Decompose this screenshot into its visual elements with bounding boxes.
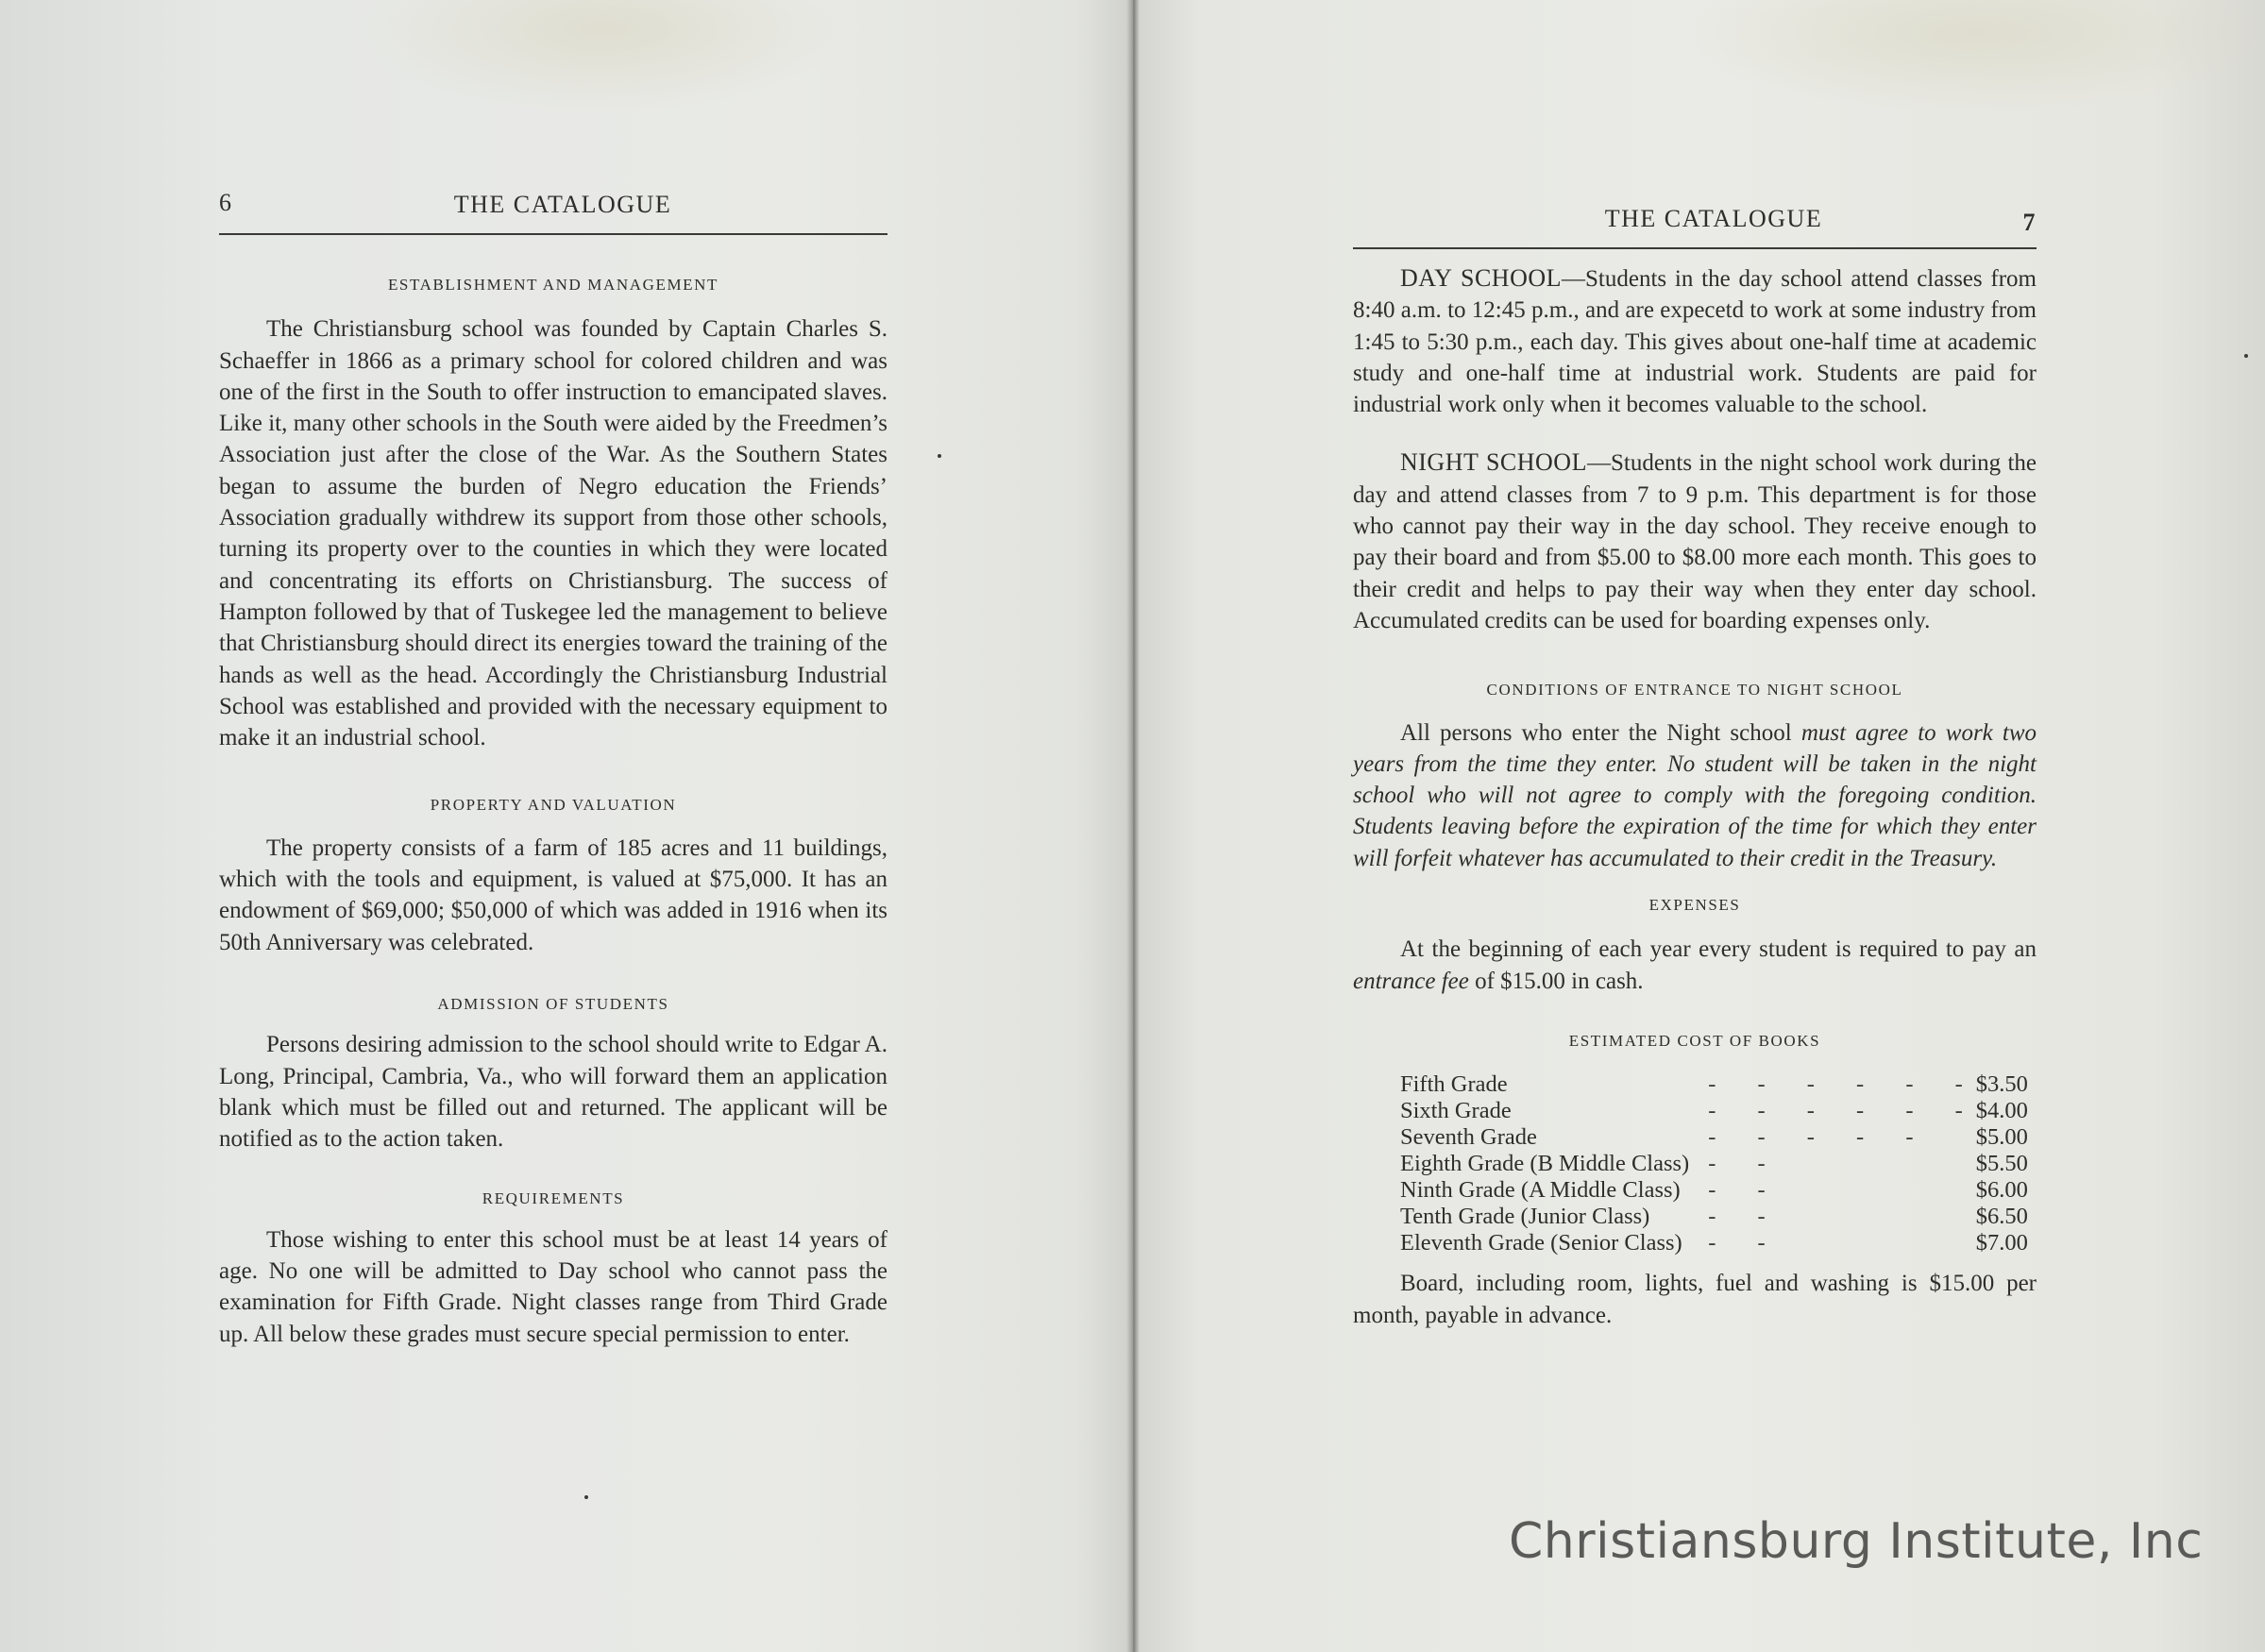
- running-head-title: THE CATALOGUE: [1604, 204, 1823, 232]
- section-heading: ESTABLISHMENT AND MANAGEMENT: [387, 276, 719, 294]
- night-school-text: —Students in the night school work during the day and attend classes from 7 to 9 p.m. This department is for those who cannot pay their way in the day school. They receive enough to pay their board and from $5.00 to $8.00 more each month. This goes to their credit and helps to pay their way when they enter day school. Accumulated credits can be used for boarding expenses only.: [1353, 450, 2037, 633]
- book-leader-dashes: - -: [1708, 1230, 1766, 1256]
- watermark: Christiansburg Institute, Inc: [1509, 1513, 2204, 1570]
- book-grade: Eighth Grade (B Middle Class): [1400, 1151, 1690, 1177]
- print-speck: [2244, 354, 2248, 358]
- print-speck: [938, 454, 941, 458]
- book-price: $7.00: [1975, 1230, 2028, 1256]
- section-body: Persons desiring admission to the school should write to Edgar A. Long, Principal, Cambria, Va., who will forward them an application blank which must be filled out and returned. The applicant will be notified as to the action taken.: [219, 1032, 887, 1153]
- conditions-heading: CONDITIONS OF ENTRANCE TO NIGHT SCHOOL: [1486, 681, 1903, 700]
- book-cost-row: [1400, 1124, 2028, 1151]
- book-cost-row: [1400, 1204, 2028, 1230]
- book-price: $4.00: [1975, 1098, 2028, 1124]
- book-grade: Seventh Grade: [1400, 1124, 1537, 1151]
- book-price: $6.50: [1975, 1204, 2028, 1230]
- page-number: 6: [219, 188, 233, 216]
- day-school-paragraph: [1353, 262, 2037, 420]
- running-head: [1353, 198, 2037, 249]
- section-body: The property consists of a farm of 185 acres and 11 buildings, which with the tools and equipment, is valued at $75,000. It has an endowment of $69,000; $50,000 of which was added in 1916 when its 50th Anniversary was celebrated.: [219, 834, 887, 955]
- section-body: Those wishing to enter this school must be at least 14 years of age. No one will be admitted to Day school who cannot pass the examination for Fifth Grade. Night classes range from Third Grade up. All below these grades must secure special permission to enter.: [219, 1226, 887, 1347]
- book-grade: Tenth Grade (Junior Class): [1400, 1204, 1650, 1230]
- running-head: [219, 184, 887, 235]
- day-school-text: —Students in the day school attend classes from 8:40 a.m. to 12:45 p.m., and are expecetd to work at some industry from 1:45 to 5:30 p.m., each day. This gives about one-half time at academic study and one-half time at industrial work. Students are paid for industrial work only when it becomes valuable to the school.: [1353, 266, 2037, 418]
- book-price: $5.50: [1975, 1151, 2028, 1177]
- expenses-paragraph: [1353, 934, 2037, 997]
- book-price: $5.00: [1975, 1124, 2028, 1151]
- book-grade: Fifth Grade: [1400, 1071, 1508, 1098]
- book-grade: Ninth Grade (A Middle Class): [1400, 1177, 1681, 1204]
- running-head-title: THE CATALOGUE: [453, 190, 672, 218]
- board-paragraph: Board, including room, lights, fuel and washing is $15.00 per month, payable in advance.: [1353, 1271, 2037, 1328]
- book-leader-dashes: - -: [1708, 1177, 1766, 1204]
- book-cost-row: [1400, 1098, 2028, 1124]
- section-body: The Christiansburg school was founded by Captain Charles S. Schaeffer in 1866 as a primary school for colored children and was one of the first in the South to offer instruction to emancipated slaves. Like it, many other schools in the South were aided by the Freedmen’s Association just after the close of the War. As the Southern States began to assume the burden of Negro education the Friends’ Association gradually withdrew its support from those other schools, turning its property over to the counties in which they were located and concentrating its efforts on Christiansburg. The success of Hampton followed by that of Tuskegee led the management to believe that Christiansburg should direct its energies toward the training of the hands as well as the head. Accordingly the Christiansburg Industrial School was established and provided with the necessary equipment to make it an industrial school.: [219, 316, 887, 751]
- book-leader-dashes: - - - - -: [1708, 1124, 1914, 1151]
- book-leader-dashes: - -: [1708, 1151, 1766, 1177]
- expenses-text-end: of $15.00 in cash.: [1468, 968, 1644, 994]
- expenses-heading: EXPENSES: [1648, 896, 1741, 915]
- books-heading: ESTIMATED COST OF BOOKS: [1568, 1031, 1821, 1050]
- left-text-column: [219, 184, 887, 1350]
- book-gutter: [1126, 0, 1140, 1652]
- night-school-lead: NIGHT SCHOOL: [1400, 448, 1587, 477]
- page-number: 7: [2022, 208, 2037, 236]
- section-heading: REQUIREMENTS: [482, 1189, 625, 1208]
- entrance-fee-text: entrance fee: [1353, 968, 1469, 994]
- book-cost-row: [1400, 1071, 2028, 1098]
- conditions-paragraph: [1353, 717, 2037, 874]
- book-price: $6.00: [1975, 1177, 2028, 1204]
- section-heading: PROPERTY AND VALUATION: [430, 796, 677, 815]
- book-grade: Sixth Grade: [1400, 1098, 1512, 1124]
- conditions-italic-text: must agree to work two years from the time they enter. No student will be taken in the night school who will not agree to comply with the foregoing condition. Students leaving before the expiration of the time for which they enter will forfeit whatever has accumulated to their credit in the Treasury.: [1353, 719, 2037, 871]
- night-school-paragraph: [1353, 447, 2037, 636]
- book-leader-dashes: - - - - - -: [1708, 1071, 1963, 1098]
- section-heading: ADMISSION OF STUDENTS: [437, 994, 669, 1013]
- book-grade: Eleventh Grade (Senior Class): [1400, 1230, 1682, 1256]
- book-leader-dashes: - - - - - -: [1708, 1098, 1963, 1124]
- book-leader-dashes: - -: [1708, 1204, 1766, 1230]
- book-cost-row: [1400, 1177, 2028, 1204]
- day-school-lead: DAY SCHOOL: [1400, 264, 1563, 292]
- print-speck: [584, 1495, 588, 1499]
- conditions-text: All persons who enter the Night school: [1400, 719, 1801, 746]
- book-cost-row: [1400, 1230, 2028, 1256]
- expenses-text: At the beginning of each year every student is required to pay an: [1400, 936, 2037, 963]
- book-cost-row: [1400, 1151, 2028, 1177]
- book-price: $3.50: [1975, 1071, 2028, 1098]
- book-cost-table: [1400, 1071, 2028, 1256]
- right-text-column: [1353, 198, 2037, 1331]
